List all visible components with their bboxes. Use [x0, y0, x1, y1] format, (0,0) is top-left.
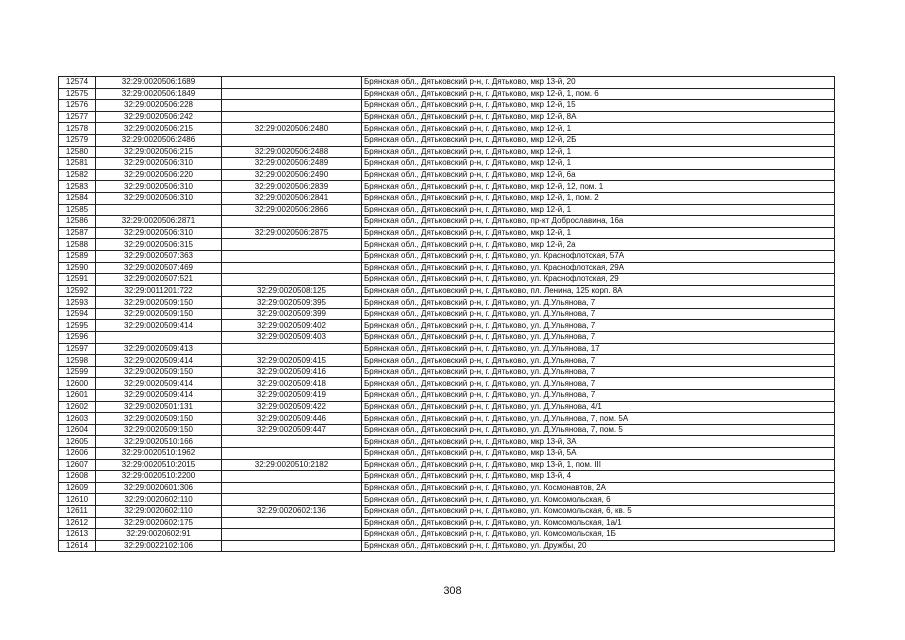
address-cell: Брянская обл., Дятьковский р-н, г. Дятьково, ул. Д.Ульянова, 7 — [362, 332, 835, 344]
parcel-cadastral-number-cell: 32:29:0020509:414 — [96, 378, 222, 390]
address-cell: Брянская обл., Дятьковский р-н, г. Дятьково, мкр 12-й, 12, пом. 1 — [362, 181, 835, 193]
address-cell: Брянская обл., Дятьковский р-н, г. Дятьково, ул. Комсомольская, 6 — [362, 494, 835, 506]
address-cell: Брянская обл., Дятьковский р-н, г. Дятьково, мкр 13-й, 20 — [362, 77, 835, 89]
row-number-cell: 12593 — [59, 297, 96, 309]
table-row — [59, 181, 835, 193]
address-cell: Брянская обл., Дятьковский р-н, г. Дятьково, мкр 13-й, 4 — [362, 471, 835, 483]
address-cell: Брянская обл., Дятьковский р-н, г. Дятьково, ул. Краснофлотская, 29А — [362, 262, 835, 274]
table-row — [59, 285, 835, 297]
object-cadastral-number-cell — [222, 216, 362, 228]
address-cell: Брянская обл., Дятьковский р-н, г. Дятьково, мкр 12-й, 8А — [362, 111, 835, 123]
table-row — [59, 320, 835, 332]
row-number-cell: 12574 — [59, 77, 96, 89]
object-cadastral-number-cell: 32:29:0020506:2480 — [222, 123, 362, 135]
table-row — [59, 297, 835, 309]
address-cell: Брянская обл., Дятьковский р-н, г. Дятьково, мкр 12-й, 15 — [362, 100, 835, 112]
parcel-cadastral-number-cell: 32:29:0020506:1849 — [96, 88, 222, 100]
table-row — [59, 494, 835, 506]
row-number-cell: 12598 — [59, 355, 96, 367]
table-row — [59, 123, 835, 135]
table-row — [59, 169, 835, 181]
object-cadastral-number-cell: 32:29:0020506:2488 — [222, 146, 362, 158]
parcel-cadastral-number-cell: 32:29:0020506:310 — [96, 158, 222, 170]
table-row — [59, 355, 835, 367]
object-cadastral-number-cell — [222, 77, 362, 89]
parcel-cadastral-number-cell: 32:29:0020509:150 — [96, 297, 222, 309]
row-number-cell: 12597 — [59, 343, 96, 355]
address-cell: Брянская обл., Дятьковский р-н, г. Дятьково, мкр 13-й, 1, пом. III — [362, 459, 835, 471]
parcel-cadastral-number-cell: 32:29:0020506:1689 — [96, 77, 222, 89]
object-cadastral-number-cell — [222, 239, 362, 251]
row-number-cell: 12604 — [59, 424, 96, 436]
address-cell: Брянская обл., Дятьковский р-н, г. Дятьково, ул. Д.Ульянова, 17 — [362, 343, 835, 355]
row-number-cell: 12612 — [59, 517, 96, 529]
address-cell: Брянская обл., Дятьковский р-н, г. Дятьково, мкр 12-й, 1 — [362, 227, 835, 239]
row-number-cell: 12605 — [59, 436, 96, 448]
parcel-cadastral-number-cell: 32:29:0020506:215 — [96, 123, 222, 135]
parcel-cadastral-number-cell: 32:29:0020506:215 — [96, 146, 222, 158]
parcel-cadastral-number-cell: 32:29:0020506:310 — [96, 181, 222, 193]
parcel-cadastral-number-cell: 32:29:0020509:150 — [96, 413, 222, 425]
address-cell: Брянская обл., Дятьковский р-н, г. Дятьково, ул. Краснофлотская, 57А — [362, 250, 835, 262]
row-number-cell: 12588 — [59, 239, 96, 251]
parcel-cadastral-number-cell: 32:29:0020509:414 — [96, 320, 222, 332]
row-number-cell: 12590 — [59, 262, 96, 274]
parcel-cadastral-number-cell: 32:29:0020509:150 — [96, 424, 222, 436]
object-cadastral-number-cell: 32:29:0020509:395 — [222, 297, 362, 309]
row-number-cell: 12587 — [59, 227, 96, 239]
row-number-cell: 12583 — [59, 181, 96, 193]
table-row — [59, 77, 835, 89]
object-cadastral-number-cell: 32:29:0020506:2490 — [222, 169, 362, 181]
parcel-cadastral-number-cell: 32:29:0020507:363 — [96, 250, 222, 262]
object-cadastral-number-cell: 32:29:0020506:2839 — [222, 181, 362, 193]
address-cell: Брянская обл., Дятьковский р-н, г. Дятьково, мкр 12-й, 6а — [362, 169, 835, 181]
parcel-cadastral-number-cell: 32:29:0020602:110 — [96, 505, 222, 517]
parcel-cadastral-number-cell: 32:29:0020602:91 — [96, 529, 222, 541]
row-number-cell: 12589 — [59, 250, 96, 262]
table-row — [59, 262, 835, 274]
address-cell: Брянская обл., Дятьковский р-н, г. Дятьково, мкр 12-й, 1 — [362, 204, 835, 216]
address-cell: Брянская обл., Дятьковский р-н, г. Дятьково, ул. Д.Ульянова, 7 — [362, 320, 835, 332]
address-cell: Брянская обл., Дятьковский р-н, г. Дятьково, ул. Комсомольская, 1Б — [362, 529, 835, 541]
parcel-cadastral-number-cell — [96, 332, 222, 344]
parcel-cadastral-number-cell: 32:29:0020509:414 — [96, 355, 222, 367]
parcel-cadastral-number-cell: 32:29:0020510:166 — [96, 436, 222, 448]
object-cadastral-number-cell — [222, 134, 362, 146]
table-row — [59, 158, 835, 170]
table-row — [59, 204, 835, 216]
parcel-cadastral-number-cell: 32:29:0020602:175 — [96, 517, 222, 529]
object-cadastral-number-cell — [222, 517, 362, 529]
address-cell: Брянская обл., Дятьковский р-н, г. Дятьково, ул. Д.Ульянова, 4/1 — [362, 401, 835, 413]
object-cadastral-number-cell — [222, 88, 362, 100]
address-cell: Брянская обл., Дятьковский р-н, г. Дятьково, ул. Космонавтов, 2А — [362, 482, 835, 494]
table-row — [59, 448, 835, 460]
parcel-cadastral-number-cell: 32:29:0020507:521 — [96, 274, 222, 286]
address-cell: Брянская обл., Дятьковский р-н, г. Дятьково, ул. Д.Ульянова, 7 — [362, 308, 835, 320]
parcel-cadastral-number-cell: 32:29:0020601:306 — [96, 482, 222, 494]
object-cadastral-number-cell — [222, 436, 362, 448]
document-table-container — [58, 76, 834, 552]
object-cadastral-number-cell: 32:29:0020509:419 — [222, 390, 362, 402]
object-cadastral-number-cell: 32:29:0020602:136 — [222, 505, 362, 517]
row-number-cell: 12609 — [59, 482, 96, 494]
page-number: 308 — [443, 585, 462, 597]
table-row — [59, 413, 835, 425]
table-row — [59, 100, 835, 112]
address-cell: Брянская обл., Дятьковский р-н, г. Дятьково, мкр 12-й, 1 — [362, 158, 835, 170]
table-row — [59, 111, 835, 123]
object-cadastral-number-cell — [222, 262, 362, 274]
address-cell: Брянская обл., Дятьковский р-н, г. Дятьково, ул. Д.Ульянова, 7 — [362, 390, 835, 402]
address-cell: Брянская обл., Дятьковский р-н, г. Дятьково, ул. Краснофлотская, 29 — [362, 274, 835, 286]
object-cadastral-number-cell: 32:29:0020506:2841 — [222, 192, 362, 204]
object-cadastral-number-cell: 32:29:0020508:125 — [222, 285, 362, 297]
row-number-cell: 12575 — [59, 88, 96, 100]
row-number-cell: 12611 — [59, 505, 96, 517]
table-row — [59, 274, 835, 286]
address-cell: Брянская обл., Дятьковский р-н, г. Дятьково, мкр 12-й, 1 — [362, 123, 835, 135]
row-number-cell: 12608 — [59, 471, 96, 483]
row-number-cell: 12592 — [59, 285, 96, 297]
parcel-cadastral-number-cell: 32:29:0020501:131 — [96, 401, 222, 413]
parcel-cadastral-number-cell: 32:29:0020602:110 — [96, 494, 222, 506]
parcel-cadastral-number-cell: 32:29:0020506:2871 — [96, 216, 222, 228]
address-cell: Брянская обл., Дятьковский р-н, г. Дятьково, мкр 12-й, 1, пом. 2 — [362, 192, 835, 204]
object-cadastral-number-cell: 32:29:0020509:402 — [222, 320, 362, 332]
address-cell: Брянская обл., Дятьковский р-н, г. Дятьково, мкр 13-й, 5А — [362, 448, 835, 460]
address-cell: Брянская обл., Дятьковский р-н, г. Дятьково, ул. Дружбы, 20 — [362, 540, 835, 552]
table-row — [59, 88, 835, 100]
object-cadastral-number-cell — [222, 471, 362, 483]
parcel-cadastral-number-cell: 32:29:0020510:2015 — [96, 459, 222, 471]
address-cell: Брянская обл., Дятьковский р-н, г. Дятьково, ул. Д.Ульянова, 7 — [362, 355, 835, 367]
parcel-cadastral-number-cell: 32:29:0020509:414 — [96, 390, 222, 402]
object-cadastral-number-cell — [222, 448, 362, 460]
table-row — [59, 308, 835, 320]
table-row — [59, 390, 835, 402]
table-row — [59, 227, 835, 239]
table-row — [59, 378, 835, 390]
address-cell: Брянская обл., Дятьковский р-н, г. Дятьково, ул. Д.Ульянова, 7 — [362, 378, 835, 390]
table-row — [59, 239, 835, 251]
row-number-cell: 12578 — [59, 123, 96, 135]
address-cell: Брянская обл., Дятьковский р-н, г. Дятьково, пл. Ленина, 125 корп. 8А — [362, 285, 835, 297]
parcel-cadastral-number-cell: 32:29:0020507:469 — [96, 262, 222, 274]
table-row — [59, 216, 835, 228]
address-cell: Брянская обл., Дятьковский р-н, г. Дятьково, мкр 12-й, 2Б — [362, 134, 835, 146]
cadastral-address-table — [58, 76, 835, 552]
row-number-cell: 12599 — [59, 366, 96, 378]
table-row — [59, 505, 835, 517]
address-cell: Брянская обл., Дятьковский р-н, г. Дятьково, мкр 13-й, 3А — [362, 436, 835, 448]
object-cadastral-number-cell: 32:29:0020506:2489 — [222, 158, 362, 170]
table-row — [59, 134, 835, 146]
parcel-cadastral-number-cell: 32:29:0020506:220 — [96, 169, 222, 181]
table-row — [59, 192, 835, 204]
object-cadastral-number-cell — [222, 250, 362, 262]
address-cell: Брянская обл., Дятьковский р-н, г. Дятьково, ул. Д.Ульянова, 7 — [362, 366, 835, 378]
parcel-cadastral-number-cell: 32:29:0011201:722 — [96, 285, 222, 297]
object-cadastral-number-cell: 32:29:0020506:2875 — [222, 227, 362, 239]
row-number-cell: 12595 — [59, 320, 96, 332]
row-number-cell: 12607 — [59, 459, 96, 471]
table-row — [59, 424, 835, 436]
table-row — [59, 471, 835, 483]
parcel-cadastral-number-cell: 32:29:0020509:413 — [96, 343, 222, 355]
row-number-cell: 12581 — [59, 158, 96, 170]
object-cadastral-number-cell — [222, 111, 362, 123]
row-number-cell: 12613 — [59, 529, 96, 541]
row-number-cell: 12579 — [59, 134, 96, 146]
row-number-cell: 12576 — [59, 100, 96, 112]
row-number-cell: 12591 — [59, 274, 96, 286]
parcel-cadastral-number-cell: 32:29:0020506:310 — [96, 192, 222, 204]
object-cadastral-number-cell: 32:29:0020506:2866 — [222, 204, 362, 216]
row-number-cell: 12610 — [59, 494, 96, 506]
address-cell: Брянская обл., Дятьковский р-н, г. Дятьково, мкр 12-й, 1, пом. 6 — [362, 88, 835, 100]
object-cadastral-number-cell — [222, 482, 362, 494]
parcel-cadastral-number-cell: 32:29:0020510:2200 — [96, 471, 222, 483]
row-number-cell: 12601 — [59, 390, 96, 402]
table-row — [59, 482, 835, 494]
address-cell: Брянская обл., Дятьковский р-н, г. Дятьково, ул. Комсомольская, 1а/1 — [362, 517, 835, 529]
table-row — [59, 366, 835, 378]
object-cadastral-number-cell: 32:29:0020509:446 — [222, 413, 362, 425]
parcel-cadastral-number-cell: 32:29:0020509:150 — [96, 366, 222, 378]
row-number-cell: 12596 — [59, 332, 96, 344]
address-cell: Брянская обл., Дятьковский р-н, г. Дятьково, ул. Д.Ульянова, 7, пом. 5 — [362, 424, 835, 436]
table-row — [59, 343, 835, 355]
row-number-cell: 12606 — [59, 448, 96, 460]
object-cadastral-number-cell — [222, 343, 362, 355]
table-row — [59, 529, 835, 541]
object-cadastral-number-cell: 32:29:0020509:399 — [222, 308, 362, 320]
object-cadastral-number-cell: 32:29:0020509:447 — [222, 424, 362, 436]
parcel-cadastral-number-cell: 32:29:0020506:310 — [96, 227, 222, 239]
row-number-cell: 12600 — [59, 378, 96, 390]
object-cadastral-number-cell: 32:29:0020509:422 — [222, 401, 362, 413]
row-number-cell: 12594 — [59, 308, 96, 320]
row-number-cell: 12614 — [59, 540, 96, 552]
row-number-cell: 12586 — [59, 216, 96, 228]
table-row — [59, 401, 835, 413]
parcel-cadastral-number-cell: 32:29:0022102:106 — [96, 540, 222, 552]
parcel-cadastral-number-cell — [96, 204, 222, 216]
table-body — [59, 77, 835, 552]
object-cadastral-number-cell — [222, 529, 362, 541]
object-cadastral-number-cell: 32:29:0020510:2182 — [222, 459, 362, 471]
table-row — [59, 436, 835, 448]
object-cadastral-number-cell: 32:29:0020509:416 — [222, 366, 362, 378]
row-number-cell: 12580 — [59, 146, 96, 158]
parcel-cadastral-number-cell: 32:29:0020506:315 — [96, 239, 222, 251]
object-cadastral-number-cell — [222, 494, 362, 506]
table-row — [59, 459, 835, 471]
table-row — [59, 250, 835, 262]
object-cadastral-number-cell: 32:29:0020509:415 — [222, 355, 362, 367]
object-cadastral-number-cell: 32:29:0020509:418 — [222, 378, 362, 390]
table-row — [59, 332, 835, 344]
object-cadastral-number-cell — [222, 100, 362, 112]
object-cadastral-number-cell — [222, 540, 362, 552]
parcel-cadastral-number-cell: 32:29:0020506:2486 — [96, 134, 222, 146]
address-cell: Брянская обл., Дятьковский р-н, г. Дятьково, пр-кт Доброславина, 16а — [362, 216, 835, 228]
parcel-cadastral-number-cell: 32:29:0020506:228 — [96, 100, 222, 112]
row-number-cell: 12603 — [59, 413, 96, 425]
address-cell: Брянская обл., Дятьковский р-н, г. Дятьково, мкр 12-й, 2а — [362, 239, 835, 251]
row-number-cell: 12602 — [59, 401, 96, 413]
row-number-cell: 12585 — [59, 204, 96, 216]
table-row — [59, 146, 835, 158]
parcel-cadastral-number-cell: 32:29:0020509:150 — [96, 308, 222, 320]
parcel-cadastral-number-cell: 32:29:0020510:1962 — [96, 448, 222, 460]
row-number-cell: 12582 — [59, 169, 96, 181]
address-cell: Брянская обл., Дятьковский р-н, г. Дятьково, ул. Д.Ульянова, 7 — [362, 297, 835, 309]
parcel-cadastral-number-cell: 32:29:0020506:242 — [96, 111, 222, 123]
object-cadastral-number-cell — [222, 274, 362, 286]
row-number-cell: 12584 — [59, 192, 96, 204]
address-cell: Брянская обл., Дятьковский р-н, г. Дятьково, мкр 12-й, 1 — [362, 146, 835, 158]
address-cell: Брянская обл., Дятьковский р-н, г. Дятьково, ул. Д.Ульянова, 7, пом. 5А — [362, 413, 835, 425]
row-number-cell: 12577 — [59, 111, 96, 123]
address-cell: Брянская обл., Дятьковский р-н, г. Дятьково, ул. Комсомольская, 6, кв. 5 — [362, 505, 835, 517]
table-row — [59, 540, 835, 552]
table-row — [59, 517, 835, 529]
object-cadastral-number-cell: 32:29:0020509:403 — [222, 332, 362, 344]
